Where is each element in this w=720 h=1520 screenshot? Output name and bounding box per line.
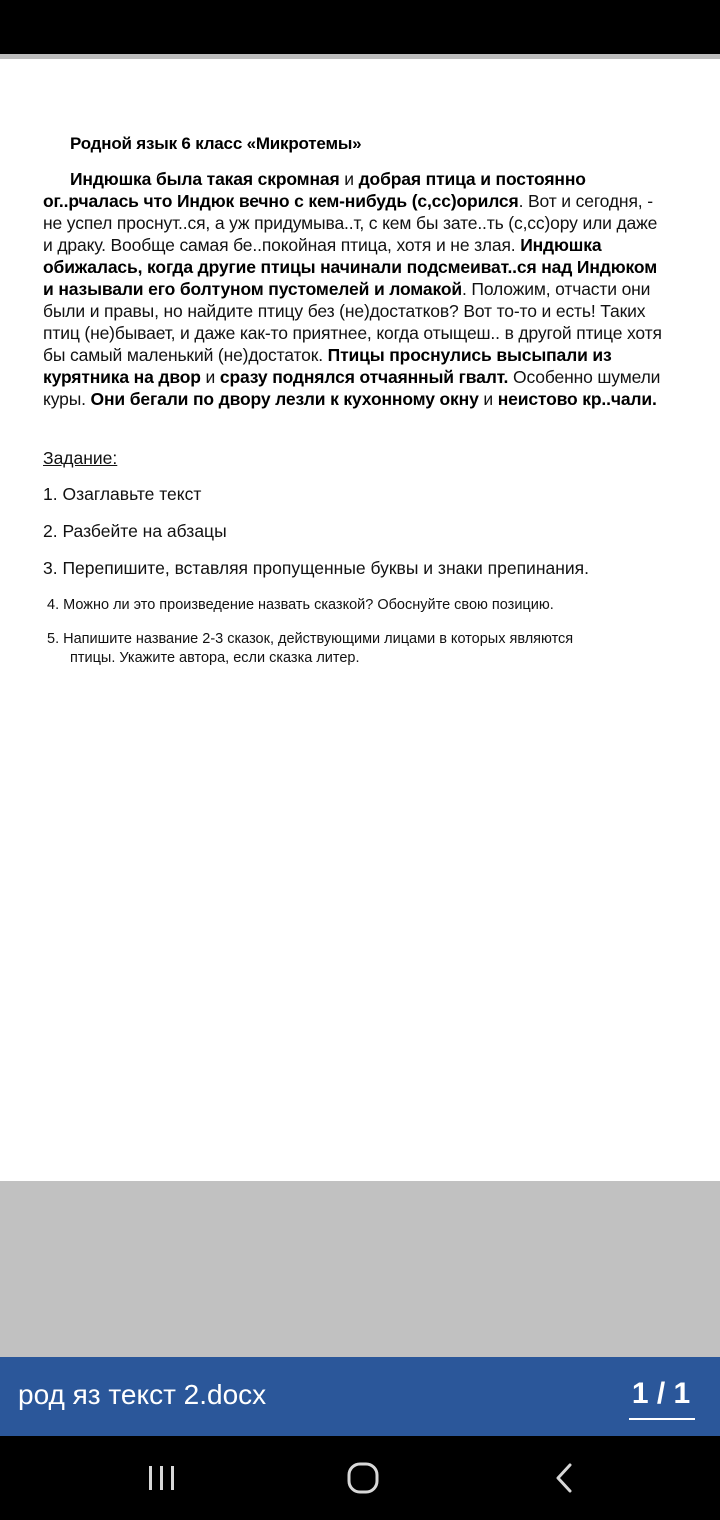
body-segment: . Положим, отчасти они были и правы, но найдите птицу без (не)достатков? Вот то-то и есть! Таких птиц (не)бывает, и даже как-то приятнее, когда отыщеш.. в другой птице хотя бы самый маленький (не)достаток. (43, 279, 662, 365)
body-segment: и (205, 367, 220, 387)
recents-button[interactable] (140, 1456, 184, 1500)
document-title: Родной язык 6 класс «Микротемы» (70, 134, 362, 153)
back-button[interactable] (543, 1456, 587, 1500)
back-icon (543, 1456, 587, 1500)
body-segment: Они бегали по двору лезли к кухонному окну (90, 389, 484, 409)
task-item-1: 1. Озаглавьте текст (43, 484, 202, 504)
home-icon (341, 1456, 385, 1500)
body-segment: и (483, 389, 498, 409)
task-item-3: 3. Перепишите, вставляя пропущенные буквы и знаки препинания. (43, 558, 590, 578)
recents-icon (140, 1456, 184, 1500)
body-segment: Особенно шумели куры. (43, 367, 661, 409)
task-heading: Задание: (43, 448, 118, 468)
task-item-4: 4. Можно ли это произведение назвать сказкой? Обоснуйте свою позицию. (47, 597, 554, 613)
body-segment: и (344, 169, 359, 189)
page-counter-underline (629, 1418, 695, 1420)
body-segment: сразу поднялся отчаянный гвалт. (219, 367, 509, 387)
body-segment: Индюшка была такая скромная (70, 169, 345, 189)
status-bar (0, 0, 720, 54)
document-body (43, 168, 666, 410)
body-segment: . Вот и сегодня, - не успел проснут..ся, а уж придумыва..т, с кем бы зате..ть (с,сс)ору или даже и драку. Вообще самая бе..покойная птица, хотя и не злая. (43, 191, 658, 255)
body-segment: добрая птица и постоянно ог..рчалась что Индюк вечно с кем-нибудь (с,сс)орился (43, 169, 586, 211)
body-segment: неистово кр..чали. (497, 389, 657, 409)
body-segment: Индюшка обижалась, когда другие птицы начинали подсмеиват..ся над Индюком и называли его болтуном пустомелей и ломакой (43, 235, 658, 299)
task-item-5-line2: птицы. Укажите автора, если сказка литер. (70, 650, 360, 666)
viewer-background (0, 1181, 720, 1357)
file-name[interactable]: род яз текст 2.docx (18, 1379, 267, 1410)
task-item-2: 2. Разбейте на абзацы (43, 521, 227, 541)
page-counter[interactable]: 1 / 1 (631, 1377, 691, 1410)
task-item-5 (47, 630, 667, 668)
home-button[interactable] (341, 1456, 385, 1500)
body-text (43, 169, 662, 409)
task-item-5-line1: 5. Напишите название 2-3 сказок, действующими лицами в которых являются (47, 631, 574, 647)
body-segment: Птицы проснулись высыпали из курятника на двор (43, 345, 612, 387)
